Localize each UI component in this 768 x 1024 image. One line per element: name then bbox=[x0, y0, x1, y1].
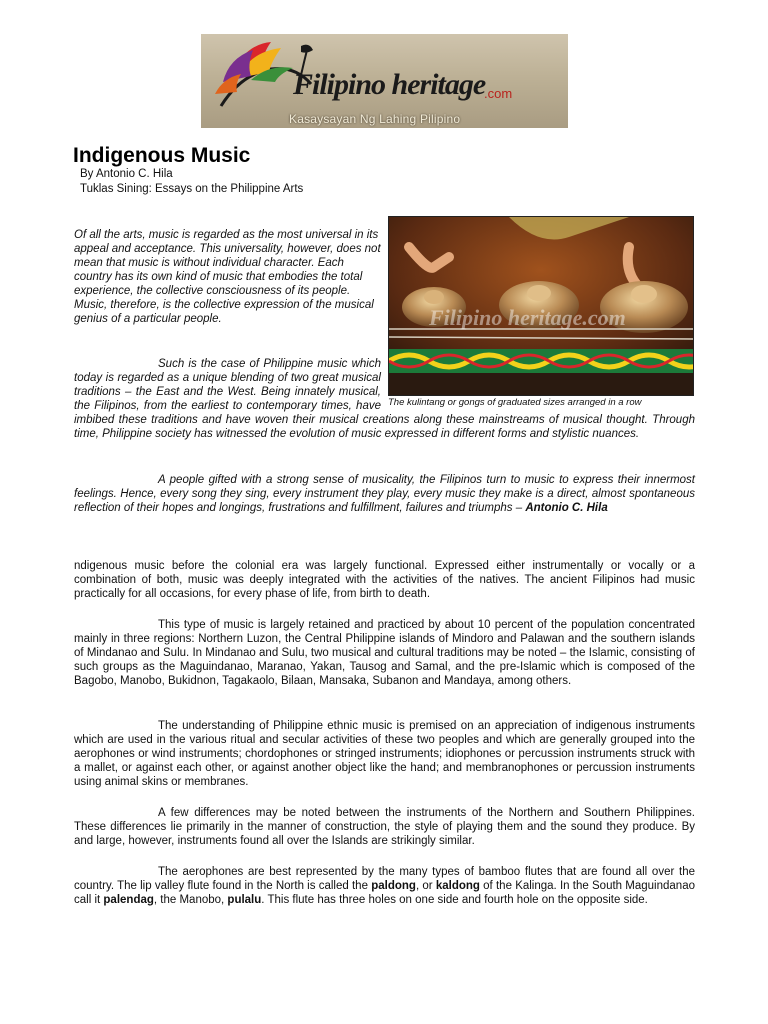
article-title: Indigenous Music bbox=[73, 144, 251, 167]
paragraph-intro: Of all the arts, music is regarded as the most universal in its appeal and acceptance. This universality, however, does not mean that music is without individual character. Each country has its own kind of music that embodies the total experience, the collective consciousness of its people. Music, therefore, is the collective expression of the musical genius of a particular people. bbox=[74, 229, 381, 325]
logo-wordmark: Filipino heritage bbox=[293, 68, 486, 101]
author-line: By Antonio C. Hila bbox=[80, 168, 173, 180]
quote-text: A people gifted with a strong sense of musicality, the Filipinos turn to music to express their innermost feelings. Hence, every song they sing, every instrument they play, every music they make is a direct, almost spontaneous reflection of their hopes and longings, frustrations and fulfillment, failures and triumphs – bbox=[74, 474, 695, 514]
term-pulalu: pulalu bbox=[227, 894, 262, 906]
quote-author: Antonio C. Hila bbox=[525, 502, 608, 514]
paragraph-aerophones bbox=[74, 865, 695, 907]
site-banner bbox=[201, 34, 568, 128]
aerophones-text-1: The aerophones are best represented by the many types of bamboo flutes that are found all over the country. The lip valley flute found in the North is called the bbox=[74, 866, 695, 892]
banner-tagline: Kasaysayan Ng Lahing Pilipino bbox=[289, 112, 461, 126]
aerophones-text-2: , or bbox=[415, 880, 433, 892]
term-palendag: palendag bbox=[103, 894, 154, 906]
source-line: Tuklas Sining: Essays on the Philippine Arts bbox=[80, 183, 304, 195]
paragraph-philippine-music bbox=[74, 357, 695, 441]
photo-caption: The kulintang or gongs of graduated sizes arranged in a row bbox=[388, 397, 642, 408]
aerophones-text-3: of the Kalinga. In the South Maguindanao call it bbox=[74, 880, 695, 906]
paragraph-instruments: The understanding of Philippine ethnic music is premised on an appreciation of indigenous instruments which are used in the various ritual and secular activities of these two peoples and which are generally grouped into the aerophones or wind instruments; chordophones or stringed instruments; idiophones or percussion instruments struck with a mallet, or against each other, or against another object like the hand; and membranophones or percussion instruments using animal skins or membranes. bbox=[74, 720, 695, 788]
paragraph-quote bbox=[74, 473, 695, 515]
term-kaldong: kaldong bbox=[435, 880, 480, 892]
paragraph-regions: This type of music is largely retained and practiced by about 10 percent of the population concentrated mainly in three regions: Northern Luzon, the Central Philippine islands of Mindoro and Palawan and the southern islands of Mindanao and Sulu. In Mindanao and Sulu, two musical and cultural traditions may be noted – the Islamic, consisting of such groups as the Maguindanao, Maranao, Yakan, Tausog and Samal, and the pre-Islamic which is composed of the Bagobo, Manobo, Bukidnon, Tagakaolo, Bilaan, Mansaka, Subanon and Mandaya, among others. bbox=[74, 619, 695, 687]
term-paldong: paldong bbox=[371, 880, 416, 892]
paragraph-functional-music: ndigenous music before the colonial era was largely functional. Expressed either instrumentally or vocally or a combination of both, music was deeply integrated with the activities of the natives. The ancient Filipinos had music practically for all occasions, for every phase of life, from birth to death. bbox=[74, 560, 695, 600]
logo-domain-suffix: .com bbox=[484, 86, 513, 101]
aerophones-text-4: , the Manobo, bbox=[153, 894, 225, 906]
photo-watermark: Filipino heritage.com bbox=[429, 305, 626, 330]
paragraph-philippine-music-text: Such is the case of Philippine music which today is regarded as a unique blending of two great musical traditions – the East and the West. Being innately musical, the Filipinos, from the earliest to contemporary times, have imbibed these traditions and have woven their musical creations along these mainstreams of musical thought. Through time, Philippine society has witnessed the evolution of music expressed in different forms and stylistic nuances. bbox=[74, 358, 695, 440]
aerophones-text-5: . This flute has three holes on one side and fourth hole on the opposite side. bbox=[261, 894, 648, 906]
paragraph-differences: A few differences may be noted between the instruments of the Northern and Southern Philippines. These differences lie primarily in the manner of construction, the style of playing them and the sound they produce. By and large, however, instruments found all over the Islands are strikingly similar. bbox=[74, 807, 695, 847]
